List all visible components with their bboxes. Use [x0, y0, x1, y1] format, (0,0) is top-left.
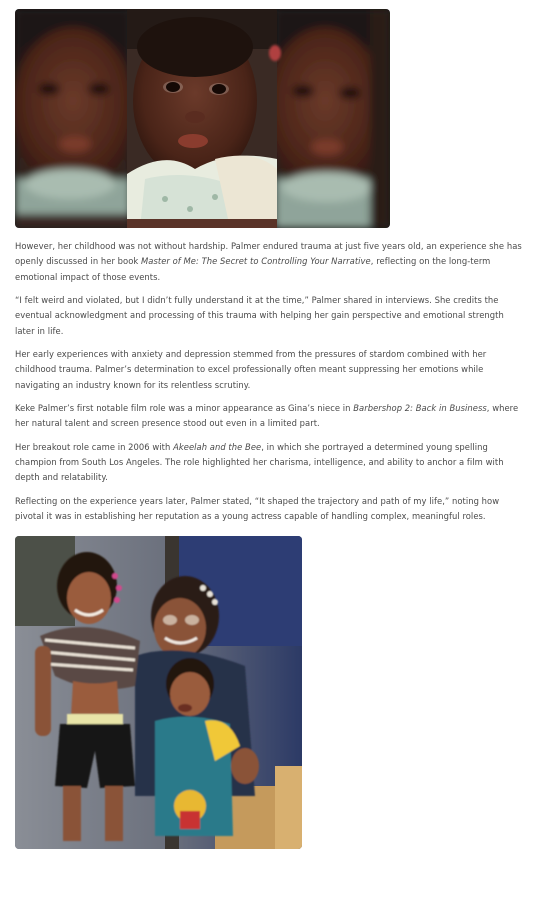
film-title: Akeelah and the Bee — [173, 441, 262, 452]
paragraph: Her early experiences with anxiety and depression stemmed from the pressures of stardom combined with her childhood trauma. Palmer’s determination to excel professionally often meant suppressing her emotions while navigating an industry known for its relentless scrutiny. — [15, 349, 487, 390]
group-photo-illustration — [15, 536, 302, 849]
book-title: Master of Me: The Secret to Controlling Your Narrative — [141, 256, 371, 267]
paragraph: Keke Palmer’s first notable film role was a minor appearance as Gina’s niece in Barbershop 2: Back in Business, where her natural talent and screen presence stood out even in a limited part. — [15, 403, 519, 429]
paragraph: Reflecting on the experience years later, Palmer stated, “It shaped the trajectory and path of my life,” noting how pivotal it was in establishing her reputation as a young actress capable of handling complex, meaningful roles. — [15, 495, 500, 522]
childhood-group-photo — [15, 536, 302, 849]
left-blurred-panel — [15, 9, 135, 228]
center-portrait-panel — [127, 9, 281, 228]
baby-photo-collage — [15, 9, 390, 228]
article-body — [15, 239, 525, 524]
paragraph: Her breakout role came in 2006 with Akeelah and the Bee, in which she portrayed a determined young spelling champion from South Los Angeles. The role highlighted her charisma, intelligence, and ability to anchor a film with depth and relatability. — [15, 441, 504, 483]
film-title: Barbershop 2: Back in Business — [353, 403, 487, 414]
paragraph: “I felt weird and violated, but I didn’t fully understand it at the time,” Palmer shared in interviews. She credits the eventual acknowledgment and processing of this trauma with helping her gain perspective and emotional strength later in life. — [15, 295, 504, 336]
baby-photo-illustration — [15, 9, 390, 228]
right-blurred-panel — [265, 9, 390, 228]
paragraph: However, her childhood was not without hardship. Palmer endured trauma at just five years old, an experience she has openly discussed in her book Master of Me: The Secret to Controlling Your Narrative, reflecting on the long-term emotional impact of those events. — [15, 241, 522, 282]
article — [15, 0, 525, 849]
